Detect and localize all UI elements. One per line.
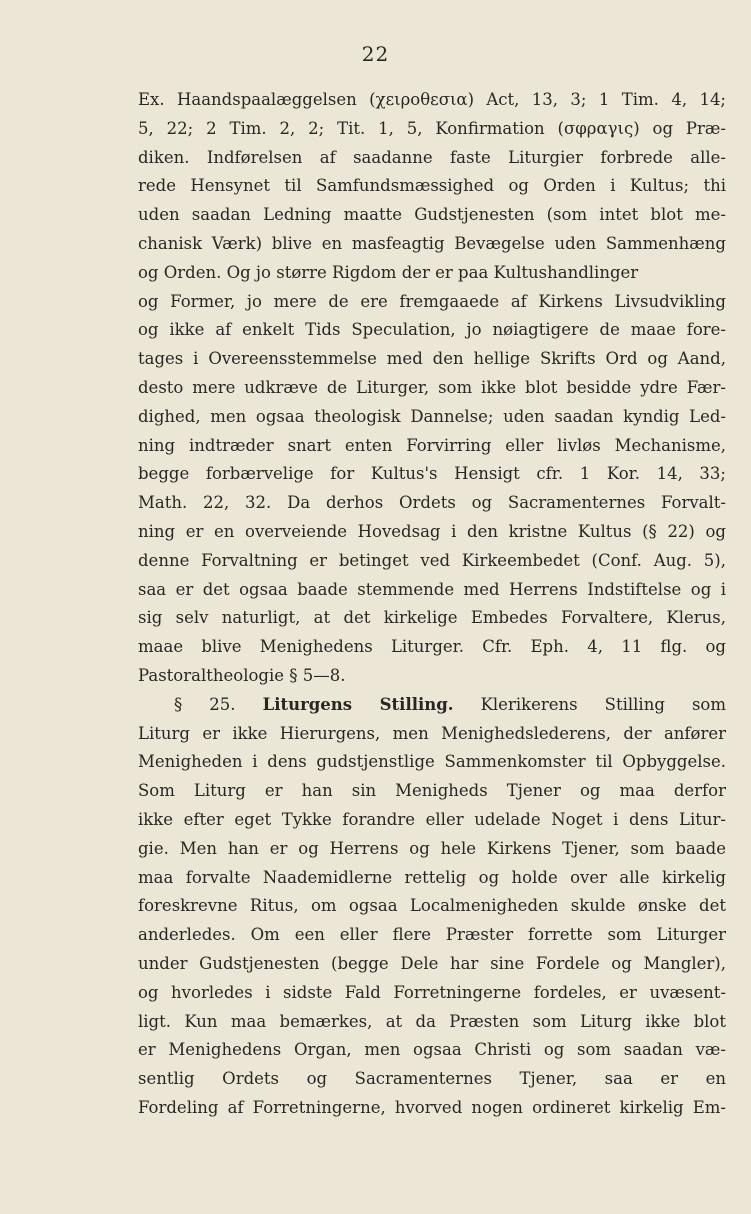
text-line: Menigheden i dens gudstjenstlige Sammenkomster til Opbyggelse.	[138, 752, 726, 772]
text-line: ligt. Kun maa bemærkes, at da Præsten som Liturg ikke blot	[138, 1011, 726, 1031]
text-line: denne Forvaltning er betinget ved Kirkeembedet (Conf. Aug. 5),	[138, 550, 726, 570]
text-line: saa er det ogsaa baade stemmende med Herrens Indstiftelse og i	[138, 579, 726, 599]
text-line: Pastoraltheologie § 5—8.	[138, 665, 346, 685]
text-line: 5, 22; 2 Tim. 2, 2; Tit. 1, 5, Konfirmation (σφραγις) og Præ-	[138, 118, 726, 138]
text-line: er Menighedens Organ, men ogsaa Christi og som saadan væ-	[138, 1040, 726, 1060]
text-line: ikke efter eget Tykke forandre eller udelade Noget i dens Litur-	[138, 809, 726, 829]
text-line: Ex. Haandspaalæggelsen (χειροθεσια) Act, 13, 3; 1 Tim. 4, 14;	[138, 90, 726, 109]
text-line: og ikke af enkelt Tids Speculation, jo nøiagtigere de maae fore-	[138, 320, 726, 340]
text-line: desto mere udkræve de Liturger, som ikke blot besidde ydre Fær-	[138, 377, 726, 397]
text-line: tages i Overeensstemmelse med den hellige Skrifts Ord og Aand,	[138, 349, 726, 369]
text-line: sentlig Ordets og Sacramenternes Tjener, saa er en	[138, 1069, 726, 1089]
text-line: Som Liturg er han sin Menigheds Tjener og maa derfor	[138, 781, 726, 801]
text-line: gie. Men han er og Herrens og hele Kirkens Tjener, som baade	[138, 838, 726, 858]
text-line: uden saadan Ledning maatte Gudstjenesten (som intet blot me-	[138, 205, 726, 225]
text-line: Fordeling af Forretningerne, hvorved nogen ordineret kirkelig Em-	[138, 1097, 726, 1117]
text-line: diken. Indførelsen af saadanne faste Liturgier forbrede alle-	[138, 147, 726, 167]
line-text: Klerikerens Stilling som	[480, 694, 726, 714]
text-line: maa forvalte Naademidlerne rettelig og holde over alle kirkelig	[138, 867, 726, 887]
text-line: Math. 22, 32. Da derhos Ordets og Sacramenternes Forvalt-	[138, 493, 726, 513]
text-line: foreskrevne Ritus, om ogsaa Localmenigheden skulde ønske det	[138, 896, 726, 916]
text-line: og Orden. Og jo større Rigdom der er paa Kultushandlinger	[138, 262, 639, 282]
text-line: chanisk Værk) blive en masfeagtig Bevægelse uden Sammenhæng	[138, 233, 726, 253]
page-number: 22	[361, 42, 390, 66]
text-line: Liturg er ikke Hierurgens, men Menighedslederens, der anfører	[138, 723, 726, 743]
body-text	[138, 86, 726, 1123]
text-line: ning indtræder snart enten Forvirring eller livløs Mechanisme,	[138, 435, 726, 455]
text-line: sig selv naturligt, at det kirkelige Embedes Forvaltere, Klerus,	[138, 608, 726, 628]
text-line: dighed, men ogsaa theologisk Dannelse; uden saadan kyndig Led-	[138, 406, 726, 426]
text-line: ning er en overveiende Hovedsag i den kristne Kultus (§ 22) og	[138, 521, 726, 541]
text-line: begge forbærvelige for Kultus's Hensigt cfr. 1 Kor. 14, 33;	[138, 464, 726, 484]
text-line: og Former, jo mere de ere fremgaaede af Kirkens Livsudvikling	[138, 291, 726, 311]
text-line: rede Hensynet til Samfundsmæssighed og Orden i Kultus; thi	[138, 176, 726, 196]
text-line	[138, 691, 726, 720]
section-number: § 25.	[174, 694, 236, 714]
text-line: og hvorledes i sidste Fald Forretningerne fordeles, er uvæsent-	[138, 982, 726, 1002]
text-line: anderledes. Om een eller flere Præster forrette som Liturger	[138, 925, 726, 945]
text-line: under Gudstjenesten (begge Dele har sine Fordele og Mangler),	[138, 953, 726, 973]
text-line: maae blive Menighedens Liturger. Cfr. Eph. 4, 11 flg. og	[138, 637, 726, 657]
section-heading: Liturgens Stilling.	[262, 694, 454, 714]
